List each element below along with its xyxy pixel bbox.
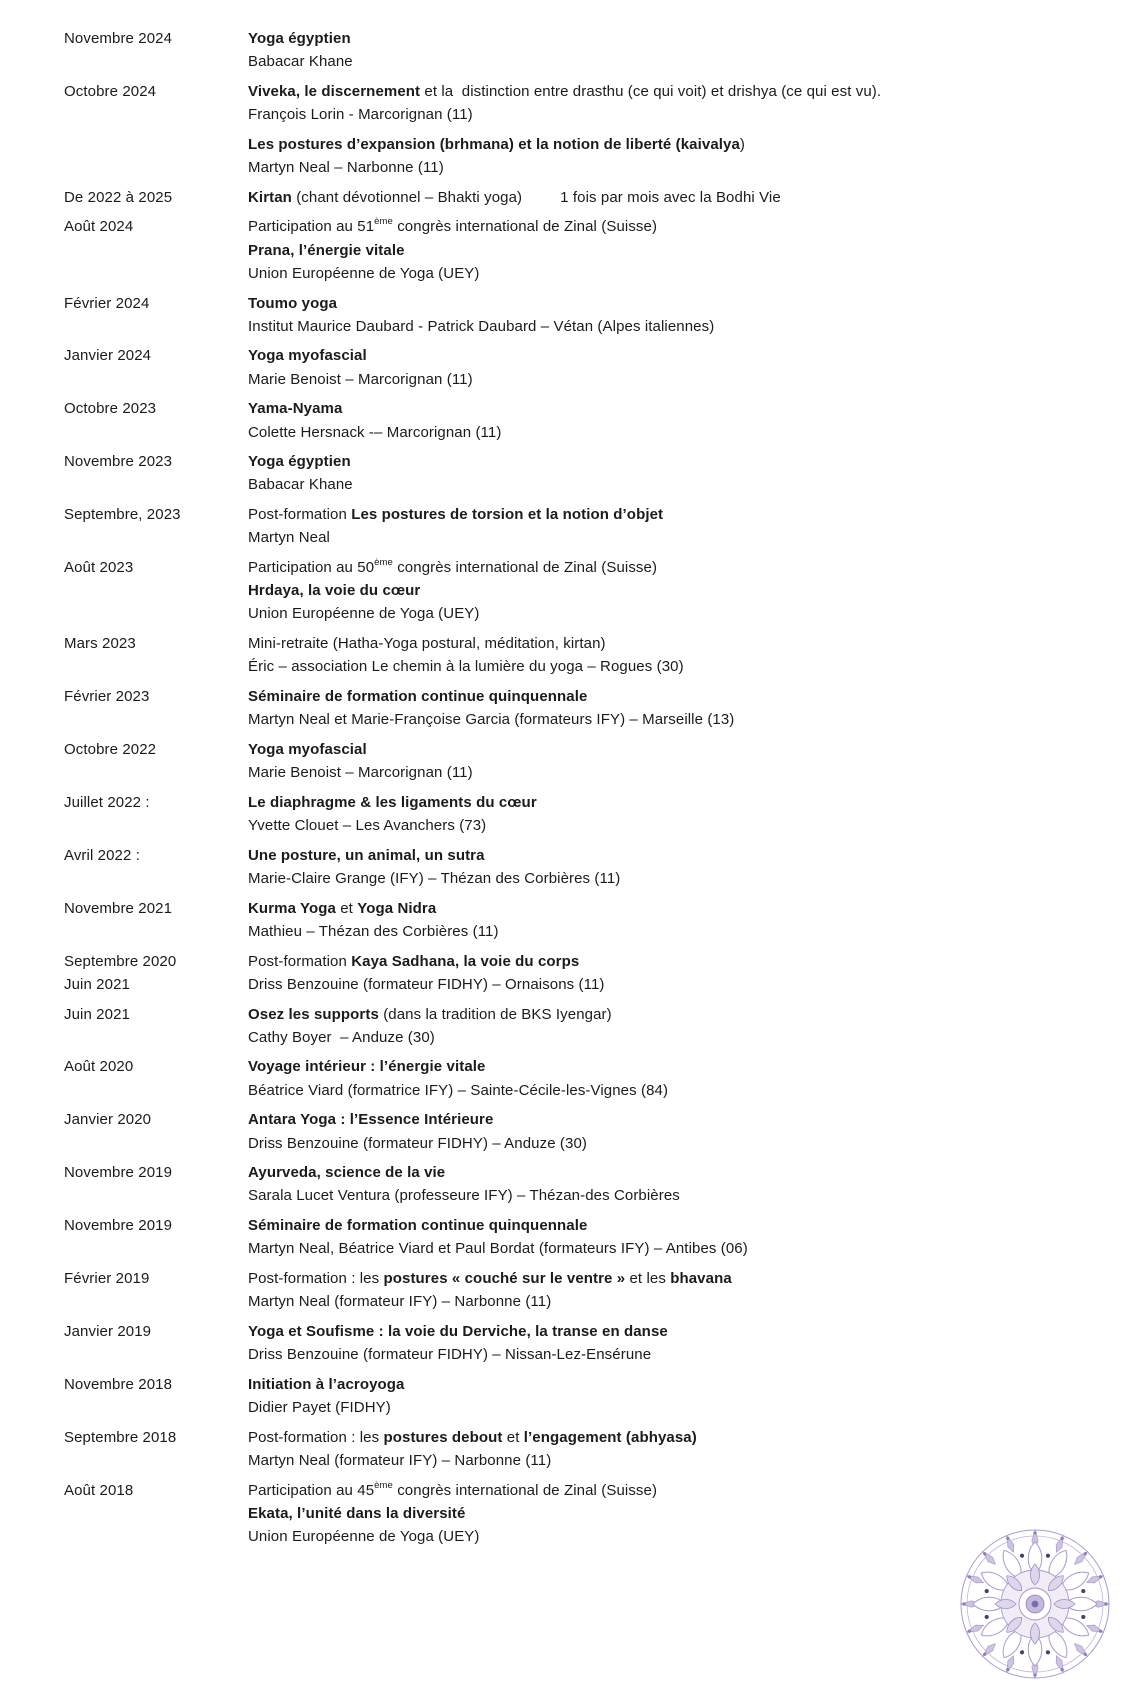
event-date-line: Novembre 2024 bbox=[64, 30, 173, 47]
event-text-line bbox=[248, 1108, 1132, 1131]
event-description bbox=[248, 556, 1132, 626]
event-date bbox=[64, 344, 248, 390]
mandala-logo bbox=[953, 1522, 1117, 1686]
event-description bbox=[248, 950, 1132, 996]
event-description bbox=[248, 1108, 1132, 1154]
event-date-line: Octobre 2022 bbox=[64, 740, 157, 758]
text-segment: Driss Benzouine (formateur FIDHY) – Anduze (30) bbox=[248, 1134, 587, 1152]
event-date bbox=[64, 1373, 248, 1419]
event-date-line: Juin 2021 bbox=[64, 1005, 130, 1023]
event-entry bbox=[64, 344, 1132, 390]
event-date-line: Novembre 2018 bbox=[64, 1375, 173, 1393]
event-date bbox=[64, 215, 248, 285]
event-text-line bbox=[248, 473, 1132, 496]
text-segment: et la distinction entre drasthu (ce qui voit) et drishya (ce qui est vu). bbox=[420, 82, 882, 100]
text-segment: ème bbox=[374, 1479, 393, 1491]
text-segment: Yoga myofascial bbox=[248, 740, 367, 758]
event-text-line bbox=[248, 133, 1132, 156]
event-entry bbox=[64, 397, 1132, 443]
event-date-line: Août 2018 bbox=[64, 1481, 134, 1499]
text-segment: Béatrice Viard (formatrice IFY) – Sainte-Cécile-les-Vignes (84) bbox=[248, 1081, 669, 1099]
events-list bbox=[64, 27, 1132, 1548]
event-date bbox=[64, 292, 248, 338]
text-segment: Participation au 50 bbox=[248, 559, 375, 577]
text-segment: 1 fois par mois avec la Bodhi Vie bbox=[560, 188, 781, 206]
event-date bbox=[64, 1003, 248, 1049]
text-segment: Participation au 51 bbox=[248, 218, 375, 236]
event-date bbox=[64, 1267, 248, 1313]
event-date-line: Novembre 2023 bbox=[64, 453, 173, 471]
text-segment: Yoga égyptien bbox=[248, 453, 351, 471]
text-segment: Institut Maurice Daubard - Patrick Daubard – Vétan (Alpes italiennes) bbox=[248, 317, 715, 335]
text-segment: et les bbox=[625, 1270, 671, 1288]
text-segment: Post-formation : les bbox=[248, 1428, 384, 1446]
text-segment: Martyn Neal, Béatrice Viard et Paul Bordat (formateurs IFY) – Antibes (06) bbox=[248, 1240, 748, 1258]
event-text-line bbox=[248, 1290, 1132, 1313]
event-text-line bbox=[248, 1026, 1132, 1049]
event-text-line bbox=[248, 292, 1132, 315]
event-description bbox=[248, 1161, 1132, 1207]
text-segment: Martyn Neal – Narbonne (11) bbox=[248, 159, 444, 177]
event-entry bbox=[64, 503, 1132, 549]
event-text-line bbox=[248, 1373, 1132, 1396]
event-date bbox=[64, 397, 248, 443]
text-segment: Babacar Khane bbox=[248, 53, 353, 71]
event-text-line bbox=[248, 1214, 1132, 1237]
event-date bbox=[64, 1108, 248, 1154]
text-segment: Marie Benoist – Marcorignan (11) bbox=[248, 370, 473, 388]
event-text-line bbox=[248, 1449, 1132, 1472]
event-date-line: Février 2024 bbox=[64, 294, 150, 312]
event-entry bbox=[64, 791, 1132, 837]
text-segment: l’engagement (abhyasa) bbox=[523, 1428, 697, 1446]
event-date bbox=[64, 1214, 248, 1260]
event-description bbox=[248, 27, 1132, 73]
event-date-line: Novembre 2019 bbox=[64, 1164, 173, 1182]
event-description bbox=[248, 685, 1132, 731]
event-date-line: Octobre 2024 bbox=[64, 82, 157, 100]
event-text-line bbox=[248, 950, 1132, 973]
event-description bbox=[248, 1426, 1132, 1472]
event-text-line bbox=[248, 239, 1132, 262]
event-entry bbox=[64, 1373, 1132, 1419]
event-text-line bbox=[248, 791, 1132, 814]
event-text-line bbox=[248, 867, 1132, 890]
text-segment: Kurma Yoga bbox=[248, 899, 336, 917]
event-text-line bbox=[248, 844, 1132, 867]
event-entry bbox=[64, 186, 1132, 209]
event-date bbox=[64, 1320, 248, 1366]
event-text-line bbox=[248, 1479, 1132, 1502]
text-segment: et bbox=[502, 1428, 524, 1446]
text-segment: Yvette Clouet – Les Avanchers (73) bbox=[248, 817, 487, 835]
text-segment: Prana, l’énergie vitale bbox=[248, 241, 405, 259]
text-segment: Toumo yoga bbox=[248, 294, 338, 312]
event-text-line bbox=[248, 344, 1132, 367]
event-text-line bbox=[248, 1055, 1132, 1078]
event-date bbox=[64, 450, 248, 496]
event-description bbox=[248, 503, 1132, 549]
event-description bbox=[248, 292, 1132, 338]
event-date bbox=[64, 632, 248, 678]
event-date-line: Août 2020 bbox=[64, 1058, 134, 1076]
text-segment: Une posture, un animal, un sutra bbox=[248, 846, 485, 864]
text-segment: (dans la tradition de BKS Iyengar) bbox=[378, 1005, 612, 1023]
text-segment: Viveka, le discernement bbox=[248, 82, 421, 100]
text-segment: ) bbox=[739, 135, 746, 153]
event-text-line bbox=[248, 738, 1132, 761]
text-segment: Yama-Nyama bbox=[248, 400, 343, 418]
event-entry bbox=[64, 133, 1132, 179]
text-segment: Union Européenne de Yoga (UEY) bbox=[248, 264, 480, 282]
event-description bbox=[248, 1320, 1132, 1366]
event-date-line: Septembre 2018 bbox=[64, 1428, 177, 1446]
text-segment: Yoga myofascial bbox=[248, 347, 367, 365]
event-text-line bbox=[248, 50, 1132, 73]
event-description bbox=[248, 1003, 1132, 1049]
text-segment: Antara Yoga : l’Essence Intérieure bbox=[248, 1111, 494, 1129]
text-segment: Driss Benzouine (formateur FIDHY) – Ornaisons (11) bbox=[248, 975, 605, 993]
event-date-line: Juin 2021 bbox=[64, 975, 130, 993]
text-segment: Marie-Claire Grange (IFY) – Thézan des Corbières (11) bbox=[248, 870, 621, 887]
text-segment: Post-formation : les bbox=[248, 1270, 384, 1288]
text-segment: postures debout bbox=[383, 1428, 503, 1446]
event-date bbox=[64, 950, 248, 996]
event-date-line: Octobre 2023 bbox=[64, 400, 157, 418]
event-date bbox=[64, 80, 248, 126]
text-segment: Éric – association Le chemin à la lumière du yoga – Rogues (30) bbox=[248, 658, 684, 676]
event-date bbox=[64, 556, 248, 626]
event-text-line bbox=[248, 156, 1132, 179]
text-segment: ème bbox=[374, 557, 393, 569]
event-description bbox=[248, 1373, 1132, 1419]
text-segment: Participation au 45 bbox=[248, 1481, 375, 1499]
event-text-line bbox=[248, 215, 1132, 238]
text-segment: Mini-retraite (Hatha-Yoga postural, méditation, kirtan) bbox=[248, 635, 606, 653]
event-text-line bbox=[248, 262, 1132, 285]
event-entry bbox=[64, 80, 1132, 126]
text-segment: bhavana bbox=[670, 1270, 732, 1288]
event-text-line bbox=[248, 503, 1132, 526]
event-description bbox=[248, 844, 1132, 890]
event-text-line bbox=[248, 1184, 1132, 1207]
event-text-line bbox=[248, 1237, 1132, 1260]
event-date bbox=[64, 791, 248, 837]
event-date bbox=[64, 897, 248, 943]
event-text-line bbox=[248, 1320, 1132, 1343]
event-text-line bbox=[248, 1079, 1132, 1102]
text-segment: congrès international de Zinal (Suisse) bbox=[392, 218, 658, 236]
event-description bbox=[248, 450, 1132, 496]
event-description bbox=[248, 738, 1132, 784]
text-segment: Les postures d’expansion (brhmana) et la notion de liberté (kaivalya bbox=[248, 135, 740, 153]
event-date-line: De 2022 à 2025 bbox=[64, 188, 173, 206]
event-text-line bbox=[248, 315, 1132, 338]
event-date-line: Juillet 2022 : bbox=[64, 793, 150, 811]
event-entry bbox=[64, 1161, 1132, 1207]
text-segment: congrès international de Zinal (Suisse) bbox=[392, 559, 658, 577]
text-segment: Les postures de torsion et la notion d’objet bbox=[351, 506, 664, 524]
event-date bbox=[64, 738, 248, 784]
text-segment: Mathieu – Thézan des Corbières (11) bbox=[248, 922, 499, 940]
event-date bbox=[64, 1479, 248, 1549]
event-date-line: Septembre 2020 bbox=[64, 952, 177, 970]
event-entry bbox=[64, 844, 1132, 890]
text-segment: et bbox=[335, 899, 358, 917]
event-description bbox=[248, 1055, 1132, 1101]
event-text-line bbox=[248, 655, 1132, 678]
event-entry bbox=[64, 897, 1132, 943]
text-segment: Le diaphragme & les ligaments du cœur bbox=[248, 793, 537, 811]
text-segment: Kaya Sadhana, la voie du corps bbox=[351, 952, 580, 970]
text-segment: Ayurveda, science de la vie bbox=[248, 1164, 446, 1182]
event-text-line bbox=[248, 421, 1132, 444]
event-entry bbox=[64, 1267, 1132, 1313]
text-segment: Séminaire de formation continue quinquennale bbox=[248, 1217, 588, 1235]
text-segment: congrès international de Zinal (Suisse) bbox=[392, 1481, 658, 1499]
event-text-line bbox=[248, 579, 1132, 602]
text-segment: Initiation à l’acroyoga bbox=[248, 1375, 405, 1393]
event-text-line bbox=[248, 1132, 1132, 1155]
text-segment: Voyage intérieur : l’énergie vitale bbox=[248, 1058, 486, 1076]
event-date bbox=[64, 186, 248, 209]
event-date bbox=[64, 1161, 248, 1207]
text-segment: Hrdaya, la voie du cœur bbox=[248, 582, 421, 600]
event-description bbox=[248, 344, 1132, 390]
text-segment: Babacar Khane bbox=[248, 476, 353, 494]
text-segment: Post-formation bbox=[248, 506, 352, 524]
event-entry bbox=[64, 215, 1132, 285]
event-text-line bbox=[248, 1396, 1132, 1419]
event-entry bbox=[64, 950, 1132, 996]
event-description bbox=[248, 397, 1132, 443]
event-date-line: Août 2024 bbox=[64, 218, 134, 236]
event-text-line bbox=[248, 397, 1132, 420]
event-description bbox=[248, 791, 1132, 837]
event-entry bbox=[64, 1055, 1132, 1101]
event-entry bbox=[64, 556, 1132, 626]
event-description bbox=[248, 215, 1132, 285]
text-segment: Martyn Neal (formateur IFY) – Narbonne (11) bbox=[248, 1451, 552, 1469]
event-date-line: Avril 2022 : bbox=[64, 846, 140, 864]
event-entry bbox=[64, 27, 1132, 73]
text-segment: Union Européenne de Yoga (UEY) bbox=[248, 1528, 480, 1546]
event-description bbox=[248, 186, 1132, 209]
event-description bbox=[248, 80, 1132, 126]
event-date bbox=[64, 503, 248, 549]
event-text-line bbox=[248, 1426, 1132, 1449]
event-entry bbox=[64, 450, 1132, 496]
event-date-line: Février 2023 bbox=[64, 688, 150, 706]
event-text-line bbox=[248, 526, 1132, 549]
event-text-line bbox=[248, 368, 1132, 391]
event-description bbox=[248, 1267, 1132, 1313]
event-date-line: Janvier 2019 bbox=[64, 1322, 152, 1340]
text-segment: (chant dévotionnel – Bhakti yoga) bbox=[291, 188, 523, 206]
text-segment: Yoga égyptien bbox=[248, 30, 351, 47]
text-segment: Osez les supports bbox=[248, 1005, 379, 1023]
event-date-line: Novembre 2019 bbox=[64, 1217, 173, 1235]
event-text-line bbox=[248, 1161, 1132, 1184]
text-segment: Marie Benoist – Marcorignan (11) bbox=[248, 764, 473, 782]
text-segment: Union Européenne de Yoga (UEY) bbox=[248, 605, 480, 623]
event-text-line bbox=[248, 80, 1132, 103]
event-text-line bbox=[248, 1267, 1132, 1290]
event-text-line bbox=[248, 897, 1132, 920]
text-segment: Yoga et Soufisme : la voie du Derviche, la transe en danse bbox=[248, 1322, 668, 1340]
text-segment: Séminaire de formation continue quinquennale bbox=[248, 688, 588, 706]
event-date bbox=[64, 27, 248, 73]
text-segment: François Lorin - Marcorignan (11) bbox=[248, 106, 473, 124]
event-text-line bbox=[248, 27, 1132, 50]
event-date bbox=[64, 133, 248, 179]
event-text-line bbox=[248, 708, 1132, 731]
event-date bbox=[64, 1426, 248, 1472]
event-date-line: Janvier 2020 bbox=[64, 1111, 152, 1129]
text-segment: Didier Payet (FIDHY) bbox=[248, 1399, 391, 1417]
event-text-line bbox=[248, 103, 1132, 126]
text-segment: Post-formation bbox=[248, 952, 352, 970]
event-entry bbox=[64, 1426, 1132, 1472]
text-segment: Colette Hersnack -– Marcorignan (11) bbox=[248, 423, 502, 441]
event-text-line bbox=[248, 920, 1132, 943]
event-date bbox=[64, 1055, 248, 1101]
event-entry bbox=[64, 738, 1132, 784]
event-text-line bbox=[248, 1343, 1132, 1366]
event-date bbox=[64, 844, 248, 890]
text-segment: Martyn Neal et Marie-Françoise Garcia (formateurs IFY) – Marseille (13) bbox=[248, 711, 735, 729]
event-description bbox=[248, 133, 1132, 179]
event-date-line: Septembre, 2023 bbox=[64, 506, 181, 524]
event-text-line bbox=[248, 814, 1132, 837]
event-entry bbox=[64, 1320, 1132, 1366]
event-entry bbox=[64, 1003, 1132, 1049]
text-segment: Driss Benzouine (formateur FIDHY) – Nissan-Lez-Ensérune bbox=[248, 1346, 652, 1364]
event-text-line bbox=[248, 973, 1132, 996]
event-entry bbox=[64, 292, 1132, 338]
text-segment: Martyn Neal bbox=[248, 529, 330, 547]
event-entry bbox=[64, 1108, 1132, 1154]
text-segment: Cathy Boyer – Anduze (30) bbox=[248, 1028, 435, 1046]
event-description bbox=[248, 1214, 1132, 1260]
event-entry bbox=[64, 685, 1132, 731]
event-text-line bbox=[248, 1003, 1132, 1026]
text-segment: Yoga Nidra bbox=[357, 899, 437, 917]
text-segment: Martyn Neal (formateur IFY) – Narbonne (11) bbox=[248, 1293, 552, 1311]
event-text-line bbox=[248, 556, 1132, 579]
event-text-line bbox=[248, 685, 1132, 708]
event-text-line bbox=[248, 450, 1132, 473]
event-date-line: Mars 2023 bbox=[64, 635, 136, 653]
event-date-line: Février 2019 bbox=[64, 1270, 150, 1288]
event-entry bbox=[64, 632, 1132, 678]
text-segment: Ekata, l’unité dans la diversité bbox=[248, 1504, 466, 1522]
event-text-line bbox=[248, 602, 1132, 625]
text-segment: Sarala Lucet Ventura (professeure IFY) – Thézan-des Corbières bbox=[248, 1187, 680, 1205]
event-date-line: Août 2023 bbox=[64, 559, 134, 577]
event-description bbox=[248, 632, 1132, 678]
event-date-line: Novembre 2021 bbox=[64, 899, 173, 917]
event-text-line bbox=[248, 761, 1132, 784]
event-date bbox=[64, 685, 248, 731]
event-description bbox=[248, 897, 1132, 943]
text-segment: ème bbox=[374, 216, 393, 228]
event-text-line bbox=[248, 632, 1132, 655]
event-entry bbox=[64, 1214, 1132, 1260]
text-segment: postures « couché sur le ventre » bbox=[383, 1270, 626, 1288]
event-date-line: Janvier 2024 bbox=[64, 347, 152, 365]
event-text-line bbox=[248, 186, 1132, 209]
text-segment: Kirtan bbox=[248, 188, 292, 206]
